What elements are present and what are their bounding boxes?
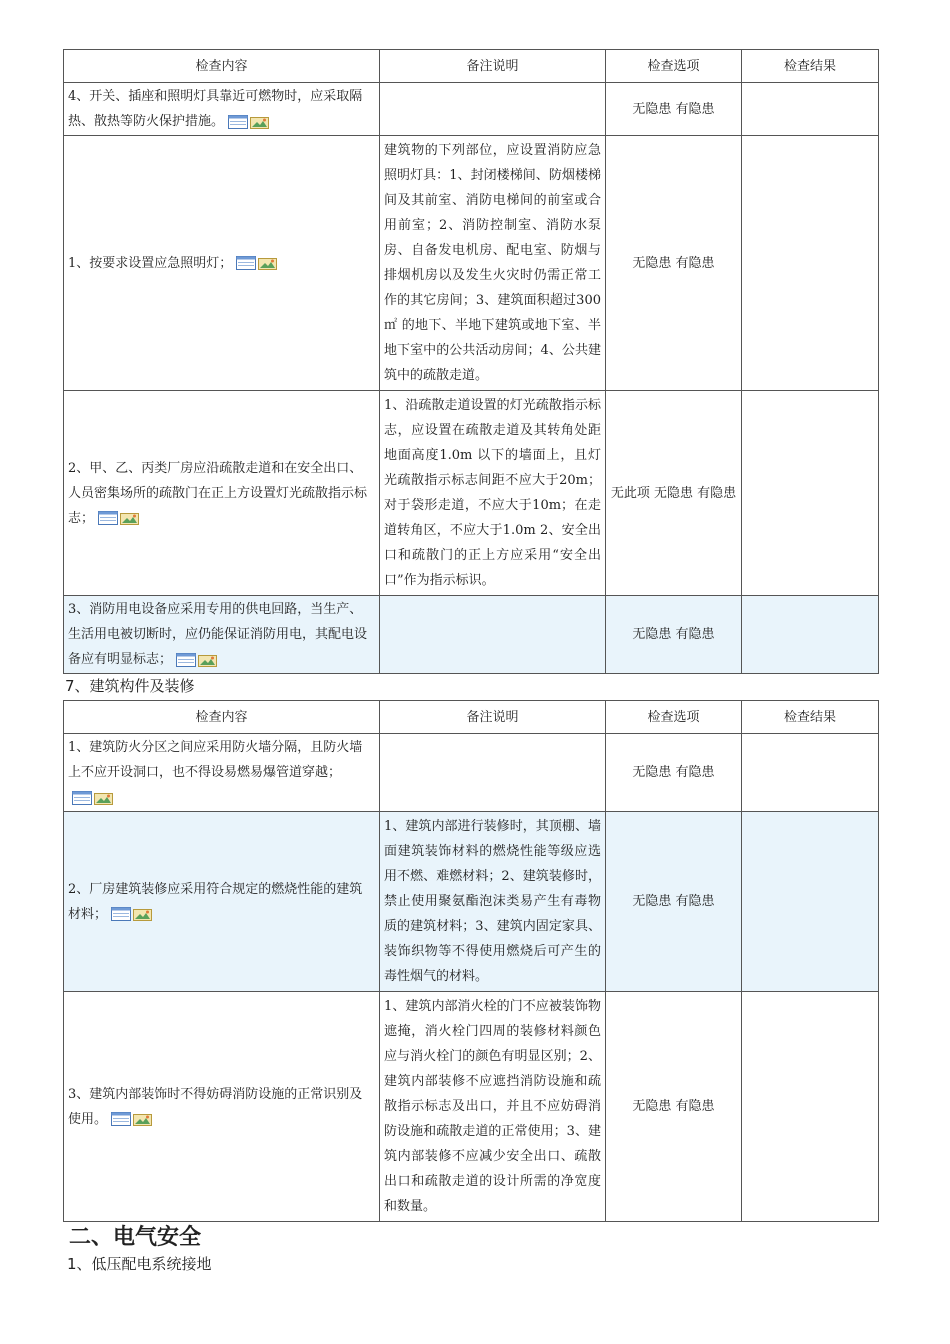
header-result: 检查结果	[742, 50, 879, 83]
row-content	[64, 992, 380, 1222]
row-note	[380, 596, 606, 674]
content-text: 4、开关、插座和照明灯具靠近可燃物时，应采取隔热、散热等防火保护措施。	[68, 89, 363, 129]
header-options: 检查选项	[606, 701, 742, 734]
inspection-table-2	[63, 700, 879, 1222]
content-text: 3、建筑内部装饰时不得妨碍消防设施的正常识别及使用。	[68, 1086, 363, 1127]
row-note	[380, 734, 606, 812]
row-content	[64, 596, 380, 674]
row-content	[64, 136, 380, 391]
content-text: 2、甲、乙、丙类厂房应沿疏散走道和在安全出口、人员密集场所的疏散门在正上方设置灯光疏散指示标志；	[68, 460, 368, 526]
row-content	[64, 812, 380, 992]
section-7-title: 7、建筑构件及装修	[65, 677, 195, 695]
table-image-icon[interactable]	[111, 906, 153, 922]
row-result[interactable]	[742, 391, 879, 596]
content-text: 2、厂房建筑装修应采用符合规定的燃烧性能的建筑材料；	[68, 881, 363, 922]
header-note: 备注说明	[380, 50, 606, 83]
table-image-icon[interactable]	[228, 114, 270, 130]
row-content	[64, 734, 380, 812]
table-row	[64, 734, 879, 812]
table-image-icon[interactable]	[72, 790, 114, 806]
document-page	[63, 49, 878, 1275]
row-note: 1、沿疏散走道设置的灯光疏散指示标志，应设置在疏散走道及其转角处距地面高度1.0m 以下的墙面上，且灯光疏散指示标志间距不应大于20m；对于袋形走道，不应大于10m；在走道转角区，不应大于1.0m 2、安全出口和疏散门的正上方应采用“安全出口”作为指示标识。	[380, 391, 606, 596]
header-result: 检查结果	[742, 701, 879, 734]
row-options[interactable]: 无隐患 有隐患	[606, 992, 742, 1222]
table-row	[64, 992, 879, 1222]
header-content: 检查内容	[64, 50, 380, 83]
row-options[interactable]: 无隐患 有隐患	[606, 596, 742, 674]
row-result[interactable]	[742, 812, 879, 992]
row-options[interactable]: 无隐患 有隐患	[606, 136, 742, 391]
table-image-icon[interactable]	[111, 1111, 153, 1127]
content-text: 1、按要求设置应急照明灯；	[68, 255, 233, 271]
table-row	[64, 83, 879, 136]
section-electrical-title: 二、电气安全	[69, 1225, 202, 1250]
row-result[interactable]	[742, 992, 879, 1222]
header-content: 检查内容	[64, 701, 380, 734]
row-options[interactable]: 无隐患 有隐患	[606, 812, 742, 992]
row-result[interactable]	[742, 596, 879, 674]
subsection-title: 1、低压配电系统接地	[67, 1255, 212, 1273]
table-row	[64, 596, 879, 674]
row-options[interactable]: 无隐患 有隐患	[606, 734, 742, 812]
table-row	[64, 136, 879, 391]
content-text: 1、建筑防火分区之间应采用防火墙分隔，且防火墙上不应开设洞口，也不得设易燃易爆管道穿越；	[68, 740, 363, 780]
row-options[interactable]: 无此项 无隐患 有隐患	[606, 391, 742, 596]
table-image-icon[interactable]	[98, 510, 140, 526]
row-options[interactable]: 无隐患 有隐患	[606, 83, 742, 136]
row-content	[64, 391, 380, 596]
table-image-icon[interactable]	[176, 652, 218, 668]
table-image-icon[interactable]	[236, 255, 278, 271]
table-header-row	[64, 701, 879, 734]
table-row	[64, 391, 879, 596]
header-note: 备注说明	[380, 701, 606, 734]
row-note	[380, 83, 606, 136]
row-note: 1、建筑内部进行装修时，其顶棚、墙面建筑装饰材料的燃烧性能等级应选用不燃、难燃材料；2、建筑装修时，禁止使用聚氨酯泡沫类易产生有毒物质的建筑材料；3、建筑内固定家具、装饰织物等不得使用燃烧后可产生的毒性烟气的材料。	[380, 812, 606, 992]
content-text: 3、消防用电设备应采用专用的供电回路，当生产、生活用电被切断时，应仍能保证消防用电，其配电设备应有明显标志；	[68, 602, 368, 667]
inspection-table-1	[63, 49, 879, 674]
row-note: 1、建筑内部消火栓的门不应被装饰物遮掩，消火栓门四周的装修材料颜色应与消火栓门的颜色有明显区别；2、建筑内部装修不应遮挡消防设施和疏散指示标志及出口，并且不应妨碍消防设施和疏散走道的正常使用；3、建筑内部装修不应减少安全出口、疏散出口和疏散走道的设计所需的净宽度和数量。	[380, 992, 606, 1222]
row-content	[64, 83, 380, 136]
row-result[interactable]	[742, 83, 879, 136]
table-header-row	[64, 50, 879, 83]
header-options: 检查选项	[606, 50, 742, 83]
row-result[interactable]	[742, 734, 879, 812]
table-row	[64, 812, 879, 992]
row-note: 建筑物的下列部位，应设置消防应急照明灯具：1、封闭楼梯间、防烟楼梯间及其前室、消防电梯间的前室或合用前室；2、消防控制室、消防水泵房、自备发电机房、配电室、防烟与排烟机房以及发生火灾时仍需正常工作的其它房间；3、建筑面积超过300㎡ 的地下、半地下建筑或地下室、半地下室中的公共活动房间；4、公共建筑中的疏散走道。	[380, 136, 606, 391]
row-result[interactable]	[742, 136, 879, 391]
